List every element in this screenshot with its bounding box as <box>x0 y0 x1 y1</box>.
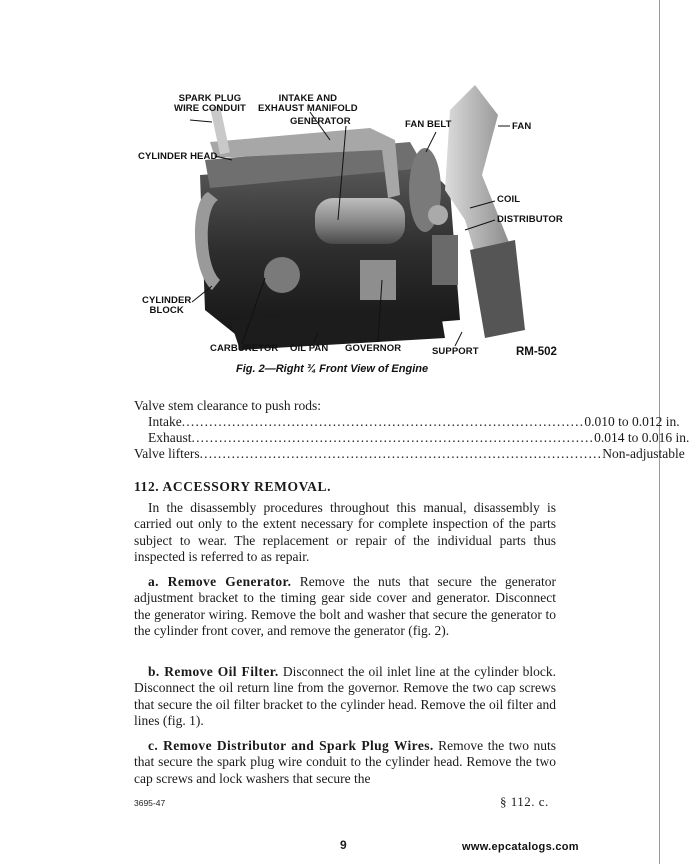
step-title: b. Remove Oil Filter. <box>148 664 279 679</box>
spec-label: Exhaust <box>148 430 192 445</box>
callout-carburetor: CARBURETOR <box>210 343 279 354</box>
step-title: c. Remove Distributor and Spark Plug Wires. <box>148 738 434 753</box>
engine-figure <box>120 80 580 380</box>
callout-cylinder-head: CYLINDER HEAD <box>138 151 218 162</box>
spec-row <box>148 414 680 431</box>
spec-value: Non-adjustable <box>602 446 685 461</box>
step-paragraph <box>134 738 556 787</box>
step-text: Disconnect the oil inlet line at the cylinder block. Disconnect the oil return line from the governor. Remove the two cap screws that secure the oil filter bracket to the cylinder head. Remove the oil filter and lines (fig. 1). <box>134 664 557 728</box>
spec-value: 0.010 to 0.012 in. <box>584 414 680 429</box>
spec-label: Intake <box>148 414 182 429</box>
step-paragraph <box>134 574 556 639</box>
section-heading: 112. ACCESSORY REMOVAL. <box>134 479 332 494</box>
callout-fan-belt: FAN BELT <box>405 119 452 130</box>
callout-support: SUPPORT <box>432 346 479 357</box>
callout-governor: GOVERNOR <box>345 343 402 354</box>
spec-value: 0.014 to 0.016 in. <box>594 430 689 445</box>
callout-coil: COIL <box>497 194 521 205</box>
step-title: a. Remove Generator. <box>148 574 292 589</box>
spec-row <box>134 446 685 463</box>
spec-title: Valve stem clearance to push rods: <box>134 398 322 413</box>
spec-row <box>148 430 689 447</box>
section-reference: § 112. c. <box>500 794 549 809</box>
figure-code: RM-502 <box>516 346 557 358</box>
callout-fan: FAN <box>512 121 532 132</box>
step-text: Remove the nuts that secure the generator adjustment bracket to the timing gear side cover and generator. Disconnect the generator wiring. Remove the bolt and washer that secure the generator to the cylinder front cover, and remove the generator (fig. 2). <box>134 574 557 638</box>
callout-generator: GENERATOR <box>290 116 351 127</box>
section-intro: In the disassembly procedures throughout this manual, disassembly is carried out only to the extent necessary for complete inspection of the parts subject to wear. The replacement or repair of the individual parts thus inspected is referred to as repair. <box>134 500 556 564</box>
callout-oil-pan: OIL PAN <box>290 343 329 354</box>
step-text: Remove the two nuts that secure the spark plug wire conduit to the cylinder head. Remove the two cap screws and lock washers that secure the <box>134 738 556 786</box>
callout-distributor: DISTRIBUTOR <box>497 214 563 225</box>
page-number: 9 <box>340 838 347 852</box>
print-code: 3695-47 <box>134 798 166 808</box>
spec-leader-dots: ........................................................................................ <box>191 430 595 445</box>
figure-caption: Fig. 2—Right ¾ Front View of Engine <box>236 363 429 375</box>
callout-intake-exhaust-manifold: INTAKE AND EXHAUST MANIFOLD <box>258 93 358 114</box>
callout-cylinder-block: CYLINDER BLOCK <box>142 295 192 316</box>
callout-spark-plug-wire-conduit: SPARK PLUG WIRE CONDUIT <box>174 93 246 114</box>
step-paragraph <box>134 664 556 729</box>
spec-leader-dots: ........................................................................................ <box>181 414 585 429</box>
spec-leader-dots: ........................................................................................ <box>199 446 603 461</box>
spec-label: Valve lifters <box>134 446 200 461</box>
watermark: www.epcatalogs.com <box>462 841 579 853</box>
